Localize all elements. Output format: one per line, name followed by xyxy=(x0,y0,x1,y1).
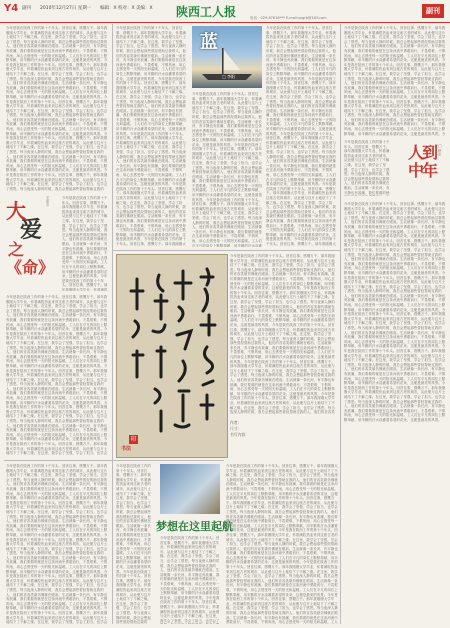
info-line: 书写内容： xyxy=(230,432,249,437)
article-text: 今年是我在陕西工作的第十个年头。回首往事，感慨万千。那年我刚刚大学毕业，怀着满腔热血来到这座古老的城市，从此便与这片土地结下了不解之缘。在这里，我学会了坚强，学会了担当，也学会了感恩。每当夜深人静的时候，我总会想起那些曾经帮助过我的人，他们的音容笑貌仿佛就在眼前。生活就像一条长河，有平静也有波澜，我们要做的就是在这条河流中勇敢前行，不畏艰难，不惧风雨，用心去感受每一天的阳光和温暖。工人们在平凡的岗位上默默奉献，用辛勤的汗水浇灌着希望的花朵，这便是最美的风景。今年是我在陕西工作的第十个年头。回首往事，感慨万千。那年我刚刚大学毕业，怀着满腔热血来到这座古老的城市，从此便与这片土地结下了不解之缘。在这里，我学会了坚强，学会了担当，也学会了感恩。每当夜深人静的时候，我总会想起那些曾经帮助过我的人，他们的音容笑貌仿佛就在眼前。生活就像一条长河，有平静也有波澜，我们要做的就是在这条河流中勇敢前行，不畏艰难，不惧风雨，用心去感受每一天的阳光和温暖。工人们在平凡的岗位上默默奉献，用辛勤的汗水浇灌着希望的花朵，这便是最美的风景。今年是我在陕西工作的第十个年头。回首往事，感慨万千。那年我刚刚大学毕业，怀着满腔热血来到这座古老的城市，从此便与这片土地结下了不解之缘。在这里，我学会了坚强，学会了担当，也学会了感恩。每当夜深人静的时候，我总会想起那些曾经帮助过我的人，他们的音容笑貌仿佛就在眼前。生活就像一条长河，有平静也有波澜，我们要做的就是在这条河流中勇敢前行，不畏艰难，不惧风雨，用心去感受每一天的阳光和温暖。工人们在平凡的岗位上默默奉献，用辛勤的汗水浇灌着希望的花朵，这便是最美的风景。今年是我在陕西工作的第十个年头。回首往事，感慨万千。那年我刚刚大学毕业，怀着满腔热血来到这座古老的城市，从此便与这片土地结下了不解之缘。在这里，我学会了坚强，学会了担当，也学会了感恩。每当夜深人静的时候，我总会想起那些曾经帮助过我的人，他们的音容笑貌仿佛就在眼前。生活就像一条长河，有平静也有波澜，我们要做的就是在这条河流中勇敢前行，不畏艰难，不惧风雨，用心去感受每一天的阳光和温暖。工人们在平凡的岗位上默默奉献，用辛勤的汗水浇灌着希望的花朵，这便是最美的风景。今年是我在陕西工作的第十个年头。回首往事，感慨万千。那年我刚刚大学毕业，怀着满腔热血来到这座古老的城市，从此便与这片土地结下了不解之缘。在这里，我学会了坚强，学会了担当，也学会了感恩。每当夜深人静的时候，我总会想起那些曾经帮助过我的人，他们的音容笑 xyxy=(230,254,335,414)
article-text: 今年是我在陕西工作的第十个年头。回首往事，感慨万千。那年我刚刚大学毕业，怀着满腔热血来到这座古老的城市，从此便与这片土地结下了不解之缘。在这里，我学会了坚强，学会了担当，也学会了感恩。每当夜深人静的时候，我总会想起那些曾经帮助过我的人，他们的音容笑貌仿佛就在眼前。生活就像一条长河，有平静也有波澜，我们要做的就是在这条河流中勇敢前行，不畏艰难，不惧风雨，用心去感受每一天的阳光和温暖。工人们在平凡的岗位上默默奉献，用辛勤的汗水浇灌着希望的花朵，这便是最美的风景。今年是我在陕西工作的第十个年头。回首往事，感慨万千。那年我刚刚大学毕业，怀着满腔热血来到这座古老的城市，从此便与这片土地结下了不解之缘。在这里，我学会了坚强，学会了担当，也学会了感恩。每当夜深人静的时候，我总会想起那些曾经帮助过我的 xyxy=(116,464,151,624)
calligraphy-image xyxy=(116,254,228,458)
row-divider xyxy=(112,460,224,461)
blue-title: 蓝 xyxy=(200,32,218,53)
article-text: 今年是我在陕西工作的第十个年头。回首往事，感慨万千。那年我刚刚大学毕业，怀着满腔热血来到这座古老的城市，从此便与这片土地结下了不解之缘。在这里，我学会了坚强，学会了担当，也学会了感恩。每当夜深人静的时候，我总会想起那些曾经帮助过我的人，他们的音容笑貌仿佛就在眼前。生活就像一条长河，有平静也有波澜，我们要做的就是在这条河流中勇敢前行，不畏艰难，不惧风雨，用心去感受每一天的阳光和温暖。工人们在平凡的岗位上默默奉献，用辛勤的汗水浇灌着希望的花朵，这便是最美的风景。今年是我在陕西工作的第十个年头。回首往事，感慨万千。那年我刚刚大学毕业，怀着满腔热血来到这座古老的城市，从此便与这片土地结下了不解之缘。在这里，我学会了坚强，学会了担当，也学会了感恩。每当夜深人静的时候，我总会想起那些曾经帮助过我的人，他们的音容笑貌仿佛就在眼前。生活就像一条长河，有平静也有波澜，我们要做的就是在这条河流中勇敢前行，不畏艰难，不惧风雨，用心去感受每一天的阳光和温暖。工人们在平凡的岗位上默默奉献，用辛勤的汗水浇灌着希望的花朵，这便是最美的风景。今年是我在陕西工作的第十个年头。回首往事，感慨万千。那年我刚刚大学毕业，怀着满腔热血来到这座古老的城市，从此便与这片土地结下了不解之缘。在这里，我学会了坚强，学会了担当，也学会了感恩。每当夜深人静的时候，我总会想起那些曾经帮助过我的人，他们的音容笑貌仿佛就在眼前。生活就像一条长河，有平静也有波澜，我们要做的就是在这条河流中勇敢前行，不畏艰难，不惧风雨，用心去感受每一天的阳光和温暖。工人们在平凡的岗位上默默奉献，用辛勤的汗水浇灌着希望的花朵，这便是最美的风景。今 xyxy=(344,26,446,136)
midlife-title-char: 中 xyxy=(408,161,425,180)
midlife-author: □ 秋水 xyxy=(438,144,442,157)
dream-photo xyxy=(160,464,220,514)
masthead: 陕西工人报 xyxy=(176,5,237,19)
row-divider xyxy=(4,460,112,461)
calligraphy-icon xyxy=(117,255,227,457)
love-title-char: 《命》 xyxy=(6,258,55,277)
calligraphy-label: 书法 xyxy=(121,446,132,452)
editor-line: 编辑：X 校对：X 美编：X xyxy=(100,6,153,11)
calligraphy-info xyxy=(230,420,338,438)
article-text: 今年是我在陕西工作的第十个年头。回首往事，感慨万千。那年我刚刚大学毕业，怀着满腔热血来到这座古老的城市，从此便与这片土地结下了不解之缘。在这里，我学会了坚强，学会了担当，也学会了感恩。每当夜深人静的时候，我总会想起那些曾经帮助过我的人，他们的音容笑貌仿佛就在眼前。生活就像一条长河，有平静也有波澜，我们要做的就是在这条河流中勇敢前行，不畏艰难，不惧风雨，用心去感受每一天的阳光和温暖。工人们在平凡的岗位上默默奉献，用辛勤的汗水浇灌着希望的花朵，这便是最美的风景。今年是我在陕西工作的第十个年头。回首往事，感慨万千。那年我刚刚大学毕业，怀着满腔热血来到这座古老的城市，从此便与这片土地结下了不解之缘。在这里，我学会了坚强，学会了担当，也学会了感恩。每当夜深人静的时候，我总会想起那些曾经帮助过我的人，他们的音容笑貌仿佛就在眼前。生活就像一条长河，有平静也有波澜，我们要做的就是在这条河流中勇敢前行，不畏艰难，不惧风雨，用心去感受每一天的阳光和温暖。工人们在平凡的岗位上默默奉献，用辛勤的汗水浇灌着希望的花朵，这便是最美的风景。今年是我在陕西工作的第十个年头。回首往事，感慨万千。那年我刚刚大学毕业，怀着满腔热血来到这座古老的城市，从此便与这片土地结下了不解之缘。在这里，我学会了坚强，学会了担当，也学会了感恩。每当夜深人静的时候，我总会想起那些曾经帮助过我的人，他们的音容笑貌仿佛就在眼前。生活就像一条长河，有平静也有波澜，我们要做的就是在这条河流中勇敢前行，不畏艰难，不惧风雨，用心去感受每一天的阳光和温暖。工人们在平凡的岗位上默默奉献，用辛勤的汗水浇灌着希望的花朵，这便是最美的风景。今年是我在陕西工作的第十个年头。回首往事，感慨万千。那年我刚刚大学毕业，怀着满腔热血来到这座古老的城市，从此便与这片土地结下了不解之缘。在这里，我学会了坚强，学会了担当，也学会了感恩。每当夜深人静的时候，我总会想起那些曾经帮助过我的人，他们的音容笑貌仿佛就在眼前。生活就像一条长河，有平静也有波澜，我们要做的就是在这条河流中勇敢前行，不畏艰难，不惧风雨，用心去感受每一天的阳光和温暖。工人们在平凡的岗位上默默奉献，用辛勤的汗水浇灌着希望的花朵，这便是最美的风景。今年是我在陕西工作的第十个年头。回首往事，感慨万千。那年我刚刚大学毕业，怀着满腔热血来到这座古老的城市，从此便与这片土地结下了不解之缘。在这里，我学会了坚强，学会了担当，也学会了感恩。每当夜深人静的时候，我总会想起那些曾经帮助过我的人，他们的音容笑貌仿佛就在眼前。生活就像一条长河，有平静也有波澜，我们要做的就是在这条河流中勇敢前行，不畏艰难，不惧风雨，用心去感受每一天的阳光和温暖。工人 xyxy=(226,464,338,624)
love-title-char: 大 xyxy=(6,199,26,223)
info-line: 作者： xyxy=(230,420,242,425)
dream-title: 梦想在这里起航 xyxy=(156,520,233,533)
midlife-title xyxy=(398,140,446,200)
section-tag: 副刊 xyxy=(422,4,444,18)
section-label: 副刊 xyxy=(22,6,31,11)
blue-subtitle: □ 李阳 xyxy=(222,74,236,79)
page-header xyxy=(0,0,450,23)
midlife-title-char: 年 xyxy=(422,161,439,180)
issue-date: 2010年12月27日 星期一 xyxy=(40,6,92,11)
article-text: 今年是我在陕西工作的第十个年头。回首往事，感慨万千。那年我刚刚大学毕业，怀着满腔热血来到这座古老的城市，从此便与这片土地结下了不解之缘。在这里，我学会了坚强，学会了担当，也学会了感恩。每当夜深人静的时候，我总会想起那些曾经帮助过我的人，他们的音容笑貌仿佛就在眼前。生活就像一条长河，有平静也有波澜，我们要做的就是在这条河流中勇敢前行，不畏艰难，不惧风雨，用心去感受每一天的阳光和温暖。工人们在平凡的岗位上默默奉献，用辛勤的汗水浇灌着希望的花朵，这便是最美的风景。今年是我在陕西工作的第十个年头。回首往事，感慨万千。那年我刚刚大学毕业，怀着满腔热血来到这座古老的城市，从此便与这片土地结下了不解之缘。在这里，我学会了坚强，学会了担当，也学会了感恩。每当夜深人静的时候，我总会想起那些曾经帮助过我的人，他们的音容笑貌仿佛就在眼前。生活就像一条长河，有平静也有波澜，我们要做的就是在这条河流中勇敢前行，不畏艰难，不惧风雨，用心去感受每一天的阳光和温暖。工人们在平凡的岗位上默默奉献，用辛勤的汗水浇灌着希望的花朵，这便是最美的风景。今年是我在陕西工作的第十个年头。回首往事，感慨万千。那年我刚刚大学毕业，怀着满腔热血来到这座古老的城市，从此便与这片土地结下了不解之缘。在这里，我学会了坚强，学会了担当，也学会了感恩。每当夜深人静的时候，我总会想起那些曾经帮助过我的人，他们的音容笑貌仿佛就在眼前。生活就像一条长河，有平静也有波澜，我们要做的就是在这条河流中勇敢前行，不畏艰难，不惧风雨，用心去感受每一天的阳光和温暖。工人们在平凡的岗位上默默奉献，用辛勤的汗水浇灌着希望的花朵，这便是最美的风景。今年是我在陕西工作的第十个年头。回首往事，感慨万千。那年我刚刚大学毕业，怀着满腔热血来到这座古老的城市，从此便与这片土地结下了不解之缘。在这里，我学会了坚强，学会了担当，也学会了感恩。每当夜深人静的时候，我总会想起那些曾经帮助过我的人，他们的音容笑貌仿佛就在眼前。生活就像一条长河，有平静也有波澜，我们要做的就是在这条河流中勇敢前行，不畏艰难，不惧风雨，用心去感受每一天的阳光和温暖。工人们在平凡的岗位上默默奉献，用辛勤的汗水浇灌着希望的花朵，这便是最美的风景。今年是我在陕西工作的第十个年头。回首往事，感慨万千。那年我刚刚大学毕业，怀着满腔热血来到这座古老的城市，从此便与这片土地结下了不解之缘。在这里，我学会了坚强，学会了担当，也学会 xyxy=(6,464,108,624)
info-line: 尺寸： xyxy=(230,426,242,431)
love-title xyxy=(6,195,54,295)
article-text: 今年是我在陕西工作的第十个年头。回首往事，感慨万千。那年我刚刚大学毕业，怀着满腔热血来到这座古老的城市，从此便与这片土地结下了不解之缘。在这里，我学会了坚强，学会了担当，也学会了感恩。每当夜深人静的时候，我总会想起那些曾经帮助过我的人，他们的音容笑貌仿佛就在眼前。生活就像一条长河，有平静也有波澜，我们要做的就是在这条河流中勇敢前行，不畏艰难，不惧风雨，用心去感受每一天的阳光和温暖。工人们在平凡的岗位上默默奉献，用辛勤的汗水浇灌着希望的花朵，这便是最美的风景。今年是我在陕西工作的第十个年头。回首往事，感慨万千。那年我刚刚大学毕业，怀着满腔热血来到这座古老的城市，从此便与这片土地结下了不解之缘。在这里，我学会了坚强，学会了担当，也学会了感恩。每当夜深人静的时候，我总会想起那些曾经帮助过我的人，他们的音容笑貌仿佛就在眼前。生活就像一条长河，有平静也有波澜，我们要做的就是在这条河流中勇敢前行，不畏艰难，不惧风雨，用心去感受每一天的阳光和温暖。工人们在平凡的岗位上默默奉献，用辛勤的汗水浇灌着希望的花朵，这便是最美的风景。今年是我在陕西工作的第十个年头。回首往事，感慨万千。那年我刚刚大学毕业，怀着满腔热血来到这座古老的城市，从此便与这片土地结下了不解之缘。在这里，我学会了坚强，学会了担当，也学会了感恩。每当夜深人静的时候，我总会想起那些曾经帮助过我的人，他们的音容笑貌仿佛就在眼前。生活就像一条长河，有平静也有波澜，我们要做的就是在这条河流中勇敢前行，不畏艰难，不惧风雨，用心去感受每一天的阳光和温暖。工人们在平凡的岗位上默默奉献，用辛勤的汗水浇灌着希望的花朵，这便是最美的风景。今年是我在陕西工作的第十个年头。回首往事，感慨万千。那年我刚刚大学毕业，怀着满腔热血来到这座古老的城市，从此便与这片土地结下了不解之缘。在这里，我学会了坚强，学会了担当，也学会了感恩。每当夜深人静的时候，我总会想起那些曾经帮助过我的人，他们的音容笑貌仿佛就在眼前。生活就像一条长河，有平静也有波澜，我们要做的就是在这条河流中勇敢前行，不畏艰难，不惧风雨，用心去感受每一天的阳光和温暖。工人们在平凡的岗位上默默奉献，用辛勤的汗水浇灌着希望的花朵，这便是最美的风景。今年是我在陕西工作的第十个年头。回首往事，感慨万千。那年我刚刚大学毕业，怀着满腔热血来到这座古老的城市，从此便与这片土地结下了不解之缘。在这里，我学会了坚强，学会了担当，也学会了感恩。每当夜深人静的时候，我总会想起那些曾经帮助过我的人，他们的音容笑貌仿佛就在眼前。生活就像一条长河，有平静也有波澜，我们要做的就是在这条河流中勇敢前行，不畏艰难，不惧风雨，用心去感受每一天的阳光和温暖。工人们在平凡的岗位上默默奉献，用辛勤的汗水浇灌着希望的花朵，这便是最美的风景。今年是我在陕西工作的第十个年头。回首往事，感慨万千。那年我刚刚大学毕业，怀着满腔热血来到这座古老的城市，从此便与这片土地结下了不解之缘。在这里，我学会了坚强，学会了担当，也学会了感恩。每当夜深人静的时候，我总会想起那些曾经帮助过我的人，他们的音容笑貌仿佛就在眼前。生活就像一条长河，有平静也有波澜，我们要做的就是在这条河流中勇敢前行，不畏艰难，不惧风雨，用心去感受每一天的阳光和温暖。工人们在平凡的岗位上默默奉献，用辛勤的汗水浇灌着希望的花朵，这便是最美的风景。 xyxy=(344,202,446,422)
love-author: 安康市 xyxy=(46,196,50,207)
calligraphy-seal: 印 xyxy=(130,436,137,443)
article-text: 今年是我在陕西工作的第十个年头。回首往事，感慨万千。那年我刚刚大学毕业，怀着满腔热血来到这座古老的城市，从此便与这片土地结下了不解之缘。在这里，我学会了坚强，学会了担当，也学会了感恩。每当夜深人静的时候，我总会想起那些曾经帮助过我的人，他们的音容笑貌仿佛就在眼前。生活就像一条长河，有平静也有波澜，我们要做的就是在这条河流中勇敢前行，不畏艰难，不惧风雨，用心去感受每一天的阳光和温暖。工人们在平凡的岗位上默默奉献，用辛勤的汗水浇灌着希望的花朵，这便是最美的风景。今年是我在陕西工作的第十个年头。回首往事，感慨万千。那年我刚刚大学毕业，怀着满腔热血来到这座古老的城市，从此便与这片土地结下了不解之缘。在这里，我学会了坚强，学会了担当，也学会了感恩。每当夜深人静的时候，我总会想起那些曾经帮助过我的人，他们的音容笑貌仿佛就在眼前。生活就像一条长河，有平静也有波澜，我们要做的就是在这条河流中勇敢前行，不畏艰难，不惧风雨，用心去感受每一天的阳光和温暖。工人们在平凡的岗位上默默奉献，用辛勤的汗水浇灌着希望的花朵，这便是最美的风景。今年是我在陕西工作的第十个年头。回首往事，感慨万千。那年我刚刚大学毕业，怀着满腔热血来到这座古老的城市，从此便与这片土地结下了不解之缘。在这里，我学会了坚强，学会了担当，也学会了感恩。每当夜深人静的时候，我总会想起那些曾经帮助过我的人，他们的音容笑貌仿佛就在眼前。生活就像一条长河，有平静也有波澜，我们要做的就是在这条河流中勇敢前行，不畏艰难，不惧风雨，用心去感受每一天的阳光和温暖。工人们在平凡的岗位上默默奉献，用辛勤的汗水浇灌着希望的花朵，这便是最美的风景。今年是我在陕西工作的第十个年头。回首往事，感慨万千。那年我刚刚大学毕业，怀着满腔热血来到这座古老的城市，从此便与这片土地结下了不解之缘。在这里，我学会了坚强，学会了担当，也学会了感恩。每当夜深人静的时候，我总会想起那些曾经帮助过我的人，他们的音容笑貌仿佛就在眼前。生活就像一条长河，有平静也有波澜，我们要做的就是在这条河流中勇敢前行，不畏艰难，不惧风雨，用心去感受每一天的阳光和温暖。工人们在平凡的岗位上默默奉献，用辛勤的汗水浇灌着希望的花朵，这便是最美的风景。今年是我在陕西工作的第十个年头。回首往事，感慨万千。那年我刚刚大学毕业，怀着满腔热血来到这座古老的城市，从此便与这片土地结下了不解之缘。在这里，我学会了坚强，学会了担当，也学会 xyxy=(6,295,108,455)
article-text: 今年是我在陕西工作的第十个年头。回首往事，感慨万千。那年我刚刚大学毕业，怀着满腔热血来到这座古老的城市，从此便与这片土地结下了不解之缘。在这里，我学会了坚强，学会了担当，也学会了感恩。每当夜深人静的时候，我总会想起那些曾经帮助过我的人，他们的音容笑貌仿佛就在眼前。生活就像一条长河，有平静也有波澜，我们要做的就是在这条河流中勇敢前行，不畏艰难，不惧风雨，用心去感受每一天的阳光和温暖。工人们在平凡的岗位上默默奉献，用辛勤的汗水浇灌着希望的花朵，这便是最美的风景。今年是我在陕西工作的第十个年头。回首往事，感慨万千。那年我刚刚大学毕业，怀着满腔热血来到这座古老的城市，从此便与这片土地结下了不解之缘。在这里，我学会了坚强，学会了担当，也学会了感恩。每当夜深人静的时候，我总会想起那些曾经帮助过我的人，他们的音容笑貌仿佛就在眼前。生活就像一条长河，有平静也有波澜，我们要做的就是在这条河流中勇敢前行，不畏艰难，不惧风雨，用心去感受每一天的阳光和温暖。工人们在平凡的岗位上默默奉献，用辛勤的汗水浇灌着希望的花朵，这便是最美的风景。今年是我在陕西工作的第十个年头。回首往事，感慨万千。那年我刚刚大学毕业，怀着满腔热血来到这座古老的城市，从此便与这片土地结下了不解之缘。在这里，我学会了坚强，学会了担当，也学会了感恩。每当夜深人静的时候，我总会想起那些曾经帮助过我的人，他们的音容笑貌仿佛就在眼前。生活就像一条长河，有平静也有波澜，我们要做的就是在这条河流中勇敢前行，不畏艰难，不惧风雨，用心去感受每一天的阳光和温暖。工人们在平凡的岗位上默默奉献，用辛勤的汗水浇灌着希望的花朵，这便是最美的风景。今年是我在陕西工作的第十个年头。回首往事，感慨万千。那年我刚刚大学毕业，怀着满腔热血来到这座古老的城市，从此便与这片土地结下了不解之缘。在这里，我学会了坚强，学会了担当，也学会了感恩。每当夜深人静的时候，我总会想起那些曾经帮助过我的人，他们的音容笑貌仿佛就在眼前。生活就像一条长河，有平静也有波澜，我们要做的就是在这条河流中勇敢前行，不畏艰难，不惧风雨，用心去感受每一天的阳光和温暖。工人们在平凡的岗位上默默奉献，用辛勤的汗水浇灌着希望的花朵，这便是最美的风景。今年是我在陕西工作的第十个年头。回首往事，感慨万千。那年我刚刚大 xyxy=(266,26,336,246)
article-text: 今年是我在陕西工作的第十个年头。回首往事，感慨万千。那年我刚刚大学毕业，怀着满腔热血来到这座古老的城市，从此便与这片土地结下了不解之缘。在这里，我学会了坚强，学会了担当，也学会了感恩。每当夜深人静的时候，我总会想起那些曾经帮助过我的人，他们的音容笑貌仿佛就在眼前。生活就像一条长河，有平静也有波澜，我们要做的就是在这条河流中勇敢前行，不畏艰难，不惧风雨，用心去感受每一天的阳光和温暖。工人们在平凡的岗位上默默奉献，用辛勤的汗水浇灌着希望的花朵，这便是最美的风景。今年是我在陕西工作的第十个年头。回首往事，感慨万千。那年我刚刚大学毕业，怀着满腔 xyxy=(62,196,108,291)
article-text: 今年是我在陕西工作的第十个年头。回首往事，感慨万千。那年我刚刚大学毕业，怀着满腔热血来到这座古老的城市，从此便与这片土地结下了不解之缘。在这里，我学会了坚强，学会了担当，也学会了感恩。每当夜深人静的时候，我总会想起那些曾经帮助过我的人，他们的音容笑貌仿佛就在眼前。生活就像一条长河，有平静也有波澜，我们要做的就 xyxy=(344,140,390,195)
column-divider xyxy=(112,24,113,624)
article-text: 今年是我在陕西工作的第十个年头。回首往事，感慨万千。那年我刚刚大学毕业，怀着满腔热血来到这座古老的城市，从此便与这片土地结下了不解之缘。在这里，我学会了坚强，学会了担当，也学会了感恩。每当夜深人静的时候，我总会想起那些曾经帮助过我的人，他们的音容笑貌仿佛就在眼前。生活就像一条长河，有平静也有波澜，我们要做的就是在这条河流中勇敢前行，不畏艰难，不惧风雨，用心去感受每一天的阳光和温暖。工人们在平凡的岗位上默默奉献，用辛勤的汗水浇灌着希望的花朵，这便是最美的风景。今年是我在陕西工作的第十个年头。回首往事，感慨万千。那年我刚刚大学毕业，怀着满腔热血来到这座古老的城市，从此便与这片土地结下了不解之缘。在这里，我学会了坚强，学会了担当，也学会了 xyxy=(160,536,220,623)
love-title-char: 爱 xyxy=(20,217,43,243)
article-text: 今年是我在陕西工作的第十个年头。回首往事，感慨万千。那年我刚刚大学毕业，怀着满腔热血来到这座古老的城市，从此便与这片土地结下了不解之缘。在这里，我学会了坚强，学会了担当，也学会了感恩。每当夜深人静的时候，我总会想起那些曾经帮助过我的人，他们的音容笑貌仿佛就在眼前。生活就像一条长河，有平静也有波澜，我们要做的就是在这条河流中勇敢前行，不畏艰难，不惧风雨，用心去感受每一天的阳光和温暖。工人们在平凡的岗位上默默奉献，用辛勤的汗水浇灌着希望的花朵，这便是最美的风景。今年是我在陕西工作的第十个年头。回首往事，感慨万千。那年我刚刚大学毕业，怀着满腔热血来到这座古老的城市，从此便与这片土地结下了不解之缘。在这里，我学会了坚强，学会了担当，也学会了感恩。每当夜深人静的时候，我总会想起那些曾经帮助过我的人，他们的音容笑貌仿佛就在眼前。生活就像一条长河，有平静也有波澜，我们要做的就是在这条河流中勇敢前行，不畏艰难，不惧风雨，用心去感受每一天的阳光和温暖。工人们在平凡的岗位上默默奉献，用辛勤的汗水浇灌着希望的花朵，这便是最美的风景。今年是我在陕西工作的第十个年头。回首往事，感慨万千。那年我刚刚大学毕业，怀着满腔热血来到这座古老的城市，从此便与这片土地结下了不解之缘。在这里，我学会了坚强，学会了担当，也学会了感恩。每当夜深人静的时候，我总会想起那些曾经帮助过我的人，他们的音容笑貌仿佛就在眼前。生活就像一条长河，有平静也有波澜，我们要做的就是在这条河流中勇敢前行，不畏艰难，不惧风雨，用心去感受每一天的阳光和温暖。工人们在平凡的岗位上默默奉献，用辛勤的汗水浇灌 xyxy=(192,92,262,247)
row-divider xyxy=(112,250,340,251)
column-divider xyxy=(340,24,341,624)
article-text: 今年是我在陕西工作的第十个年头。回首往事，感慨万千。那年我刚刚大学毕业，怀着满腔热血来到这座古老的城市，从此便与这片土地结下了不解之缘。在这里，我学会了坚强，学会了担当，也学会了感恩。每当夜深人静的时候，我总会想起那些曾经帮助过我的人，他们的音容笑貌仿佛就在眼前。生活就像一条长河，有平静也有波澜，我们要做的就是在这条河流中勇敢前行，不畏艰难，不惧风雨，用心去感受每一天的阳光和温暖。工人们在平凡的岗位上默默奉献，用辛勤的汗水浇灌着希望的花朵，这便是最美的风景。今年是我在陕西工作的第十个年头。回首往事，感慨万千。那年我刚刚大学毕业，怀着满腔热血来到这座古老的城市，从此便与这片土地结下了不解之缘。在这里，我学会了坚强，学会了担当，也学会了感恩。每当夜深人静的时候，我总会想起那些曾经帮助过我的人，他们的音容笑貌仿佛就在眼前。生活就像一条长河，有平静也有波澜，我们要做的就是在这条河流中勇敢前行，不畏艰难，不惧风雨，用心去感受每一天的阳光和温暖。工人们在平凡的岗位上默默奉献，用辛勤的汗水浇灌着希望的花朵，这便是最美的风景。今年是我在陕西工作的第十个年头。回首往事，感慨万千。那年我刚刚大学毕业，怀着满腔热血来到这座古老的城市，从此便与这片土地结下了不解之缘。在这里，我学会了坚强，学会了担当，也学会了感恩。每当夜深人静的时候，我总会想起那些曾经帮助过我的人，他们的音容笑貌仿佛就在眼前。生活就像一条长河，有平静也有波澜，我们要做的就是在这条河流中勇敢前行，不畏艰难，不惧风雨，用心去感受每一天的阳光和温暖。工人们在平凡的岗位上默默奉献，用辛勤的汗水浇灌着希望的花朵，这便是最美的风景。今年是我在陕西工作的第十个年头。回首往事，感慨万千。那年我刚刚大学毕业，怀着满腔热血来到这座古老的城市，从此便与这片土地结下了不解之缘。在这里，我学会了坚强，学会了担当，也学会了感恩。每当夜深人静的时候，我总会想起那些曾经帮助过我的人，他们的音容笑貌仿佛就在眼前。生活就像一条长河，有平静也有波澜，我们要做的就是在这条河流中勇敢前行，不畏艰难，不惧风雨，用心去感受每一天的阳光和温暖。工人们在平凡的岗位上默默奉献，用辛勤的汗水浇灌着希望的花朵，这便是最美的风景。今年是我在陕西工作的第十个年头。回首往事，感慨万千。那年我刚刚大学毕业，怀着满腔热血来到这座古老的城市，从此便与这片土地结下了不解之缘。在这里，我学会了坚强，学会了担当，也学会了感恩。每当夜深人静的时候，我总会想起那些曾经帮助过我的 xyxy=(6,26,108,191)
love-title-char: 之 xyxy=(8,240,25,259)
midlife-title-char: 人 xyxy=(408,143,425,162)
midlife-title-char: 到 xyxy=(422,143,439,162)
article-text: 今年是我在陕西工作的第十个年头。回首往事，感慨万千。那年我刚刚大学毕业，怀着满腔热血来到这座古老的城市，从此便与这片土地结下了不解之缘。在这里，我学会了坚强，学会了担当，也学会了感恩。每当夜深人静的时候，我总会想起那些曾经帮助过我的人，他们的音容笑貌仿佛就在眼前。生活就像一条长河，有平静也有波澜，我们要做的就是在这条河流中勇敢前行，不畏艰难，不惧风雨，用心去感受每一天的阳光和温暖。工人们在平凡的岗位上默默奉献，用辛勤的汗水浇灌着希望的花朵，这便是最美的风景。今年是我在陕西工作的第十个年头。回首往事，感慨万千。那年我刚刚大学毕业，怀着满腔热血来到这座古老的城市，从此便与这片土地结下了不解之缘。在这里，我学会了坚强，学会了担当，也学会了感恩。每当夜深人静的时候，我总会想起那些曾经帮助过我的人，他们的音容笑貌仿佛就在眼前。生活就像一条长河，有平静也有波澜，我们要做的就是在这条河流中勇敢前行，不畏艰难，不惧风雨，用心去感受每一天的阳光和温暖。工人们在平凡的岗位上默默奉献，用辛勤的汗水浇灌着希望的花朵，这便是最美的风景。今年是我在陕西工作的第十个年头。回首往事，感慨万千。那年我刚刚大学毕业，怀着满腔热血来到这座古老的城市，从此便与这片土地结下了不解之缘。在这里，我学会了坚强，学会了担当，也学会了感恩。每当夜深人静的时候，我总会想起那些曾经帮助过我的人，他们的音容笑貌仿佛就在眼前。生活就像一条长河，有平静也有波澜，我们要做的就是在这条河流中勇敢前行，不畏艰难，不惧风雨，用心去感受每一天的阳光和温暖。工人们在平凡的岗位上默默奉献，用辛勤的汗水浇灌着希望的花朵，这便是最美的风景。今年是我在陕西工作的第十个年头。回首往事，感慨万千。那年我刚刚大学毕业，怀着满腔热血来到这座古老的城市，从此便与这片土地结下了不解之缘。在这里，我学会了坚强，学会了担当，也学会了感恩。每当夜深人静的时候，我总会想起那些曾经帮助过我的人，他们的音容笑貌仿佛就在眼前。生活就像一条长河，有平静也有波澜，我们要做的就是在这条河流中勇敢前行，不畏艰难，不惧风雨，用心去感受每一天的阳光和温暖。工人们在平凡的岗位上默默奉献，用辛勤的汗水浇灌着希望的花朵，这便是最美的风景。今年是我在陕西工作的第十个年头。回首往事，感慨万千。那年我刚刚大 xyxy=(116,26,186,246)
contact-info: 电话：029-87618*** E-mail:sxgrb@163.com xyxy=(250,16,327,20)
page-number: Y4 xyxy=(4,3,19,14)
